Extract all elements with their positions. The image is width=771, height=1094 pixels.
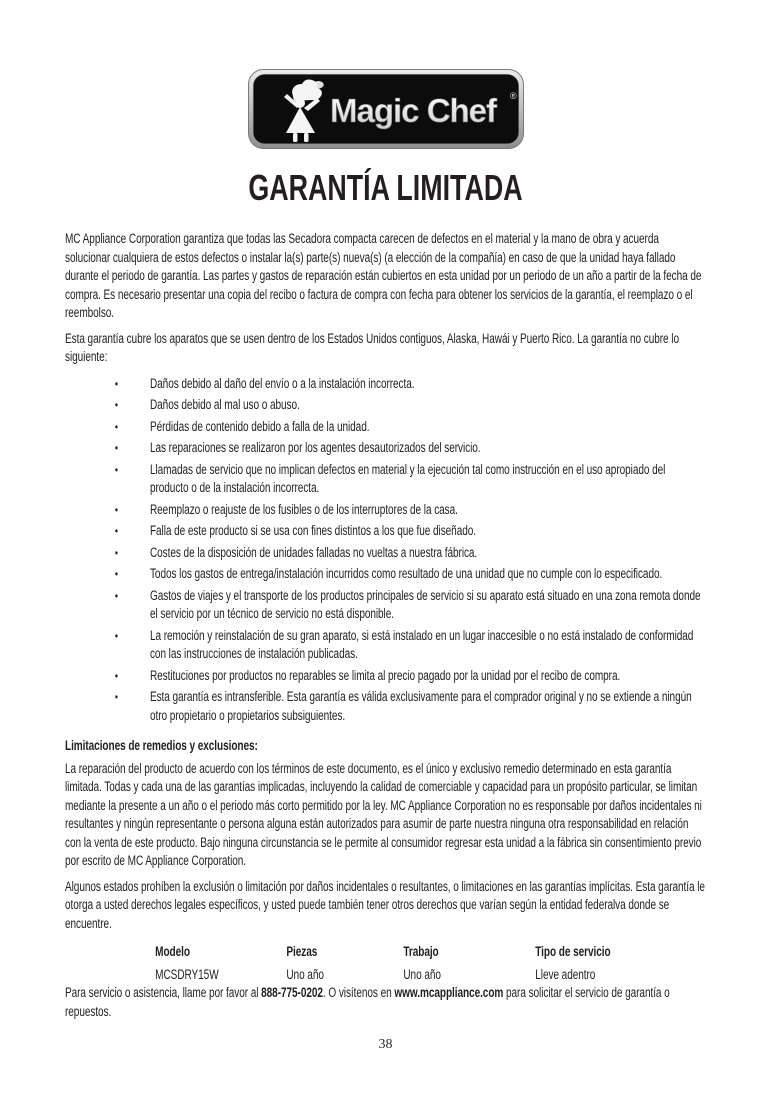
bullet-icon: • [114, 545, 118, 560]
exclusion-text: Pérdidas de contenido debido a falla de la unidad. [149, 418, 370, 434]
exclusion-item [65, 688, 706, 725]
page-number: 38 [378, 1037, 393, 1052]
table-cell-parts: Uno año [286, 966, 324, 982]
limitations-paragraph-2: Algunos estados prohíben la exclusión o limitación por daños incidentales o resultantes, o limitaciones en las garantías implícitas. Esta garantía le otorga a usted derechos legales específicos, y usted puede también tener otros derechos que varían según la entidad federalva donde se encuentre. [65, 878, 705, 931]
exclusion-text: Falla de este producto si se usa con fines distintos a los que fue diseñado. [149, 523, 476, 538]
exclusion-item [65, 522, 706, 541]
exclusion-text: Daños debido al mal uso o abuso. [149, 397, 300, 412]
bullet-icon: • [114, 502, 118, 517]
table-header-piezas: Piezas [286, 944, 318, 959]
bullet-icon: • [114, 524, 118, 538]
document-body [65, 167, 706, 1028]
bullet-icon: • [114, 419, 118, 434]
bullet-icon: • [114, 376, 118, 391]
exclusion-item [65, 396, 706, 415]
table-header-modelo: Modelo [155, 944, 190, 959]
footer-text: . O visítenos en [322, 985, 395, 1000]
limitations-heading: Limitaciones de remedios y exclusiones: [65, 738, 258, 753]
page-title: GARANTÍA LIMITADA [248, 167, 523, 208]
table-header-trabajo: Trabajo [403, 944, 439, 959]
exclusions-list [65, 375, 706, 726]
magic-chef-logo [248, 69, 524, 154]
exclusion-text: Las reparaciones se realizaron por los agentes desautorizados del servicio. [149, 440, 481, 455]
intro-paragraph-2: Esta garantía cubre los aparatos que se usen dentro de los Estados Unidos contiguos, Alaska, Hawái y Puerto Rico. La garantía no cubre lo siguiente: [65, 330, 679, 364]
limitations-paragraph-1: La reparación del producto de acuerdo con los términos de este documento, es el único y exclusivo remedio determinado en esta garantía limitada. Todas y cada una de las garantías implicadas, incluyendo la calidad de comerciable y capacidad para un propósito particular, se limitan mediante la presente a un año o el periodo más corto permitido por la ley. MC Appliance Corporation no es responsable por daños incidentales ni resultantes y ningún representante o persona alguna están autorizados para asumir de parte nuestra ninguna otra responsabilidad en relación con la venta de este producto. Bajo ninguna circunstancia se le permite al consumidor regresar esta unidad a la fábrica sin consentimiento previo por escrito de MC Appliance Corporation. [65, 760, 702, 868]
footer-text: para solicitar el servicio de garantía o repuestos. [65, 985, 670, 1019]
exclusion-item [65, 667, 706, 686]
exclusion-item [65, 544, 706, 563]
bullet-icon: • [114, 628, 118, 643]
exclusion-item [65, 439, 706, 458]
service-table [155, 943, 706, 984]
bullet-icon: • [114, 567, 118, 581]
table-header-tipo-de-servicio: Tipo de servicio [535, 944, 611, 959]
exclusion-item [65, 418, 706, 437]
exclusion-item [65, 627, 706, 664]
exclusion-text: Restituciones por productos no reparables se limita al precio pagado por la unidad por el recibo de compra. [149, 667, 621, 683]
exclusion-text: Gastos de viajes y el transporte de los productos principales de servicio si su aparato está situado en una zona remota donde el servicio por un técnico de servicio no está disponible. [149, 587, 701, 621]
table-cell-labor: Uno año [403, 966, 441, 982]
bullet-icon: • [114, 398, 118, 412]
service-contact-paragraph [65, 984, 706, 1021]
exclusion-text: Reemplazo o reajuste de los fusibles o de los interruptores de la casa. [149, 501, 458, 517]
exclusion-item [65, 375, 706, 394]
exclusion-text: Daños debido al daño del envío o a la instalación incorrecta. [149, 375, 415, 391]
exclusion-text: La remoción y reinstalación de su gran aparato, si está instalado en un lugar inaccesible o no está instalado de conformidad con las instrucciones de instalación publicadas. [149, 627, 694, 661]
website-url: www.mcappliance.com [394, 985, 504, 1000]
exclusion-item [65, 565, 706, 584]
bullet-icon: • [114, 441, 118, 455]
bullet-icon: • [114, 588, 118, 603]
bullet-icon: • [114, 462, 118, 477]
magic-chef-badge-icon [248, 69, 524, 149]
exclusion-text: Costes de la disposición de unidades falladas no vueltas a nuestra fábrica. [149, 544, 478, 560]
exclusion-text: Esta garantía es intransferible. Esta garantía es válida exclusivamente para el comprador original y no se extiende a ningún otro propietario o propietarios subsiguientes. [149, 689, 692, 723]
registered-mark: ® [509, 91, 517, 101]
exclusion-item [65, 587, 706, 624]
phone-number: 888-775-0202 [261, 985, 323, 1000]
exclusion-item [65, 461, 706, 498]
footer-text: Para servicio o asistencia, llame por favor al [65, 985, 262, 1000]
table-cell-service-type: Lleve adentro [535, 966, 596, 982]
exclusion-item [65, 501, 706, 520]
logo-brand-text: Magic Chef [329, 92, 496, 129]
bullet-icon: • [114, 668, 118, 683]
intro-paragraph-1: MC Appliance Corporation garantiza que todas las Secadora compacta carecen de defectos en el material y la mano de obra y acuerda solucionar cualquiera de estos defectos o instalar la(s) parte(s) nueva(s) (a elección de la compañía) en caso de que la unidad haya fallado durante el periodo de garantía. Las partes y gastos de reparación están cubiertos en esta unidad por un periodo de un año a partir de la fecha de compra. Es necesario presentar una copia del recibo o factura de compra con fecha para obtener los servicios de la garantía, el reemplazo o el reembolso. [65, 231, 702, 320]
exclusion-text: Todos los gastos de entrega/instalación incurridos como resultado de una unidad que no cumple con lo especificado. [149, 566, 663, 581]
exclusion-text: Llamadas de servicio que no implican defectos en material y la ejecución tal como instrucción en el uso apropiado del producto o de la instalación incorrecta. [149, 461, 666, 495]
table-cell-model: MCSDRY15W [155, 966, 219, 982]
bullet-icon: • [114, 690, 118, 704]
